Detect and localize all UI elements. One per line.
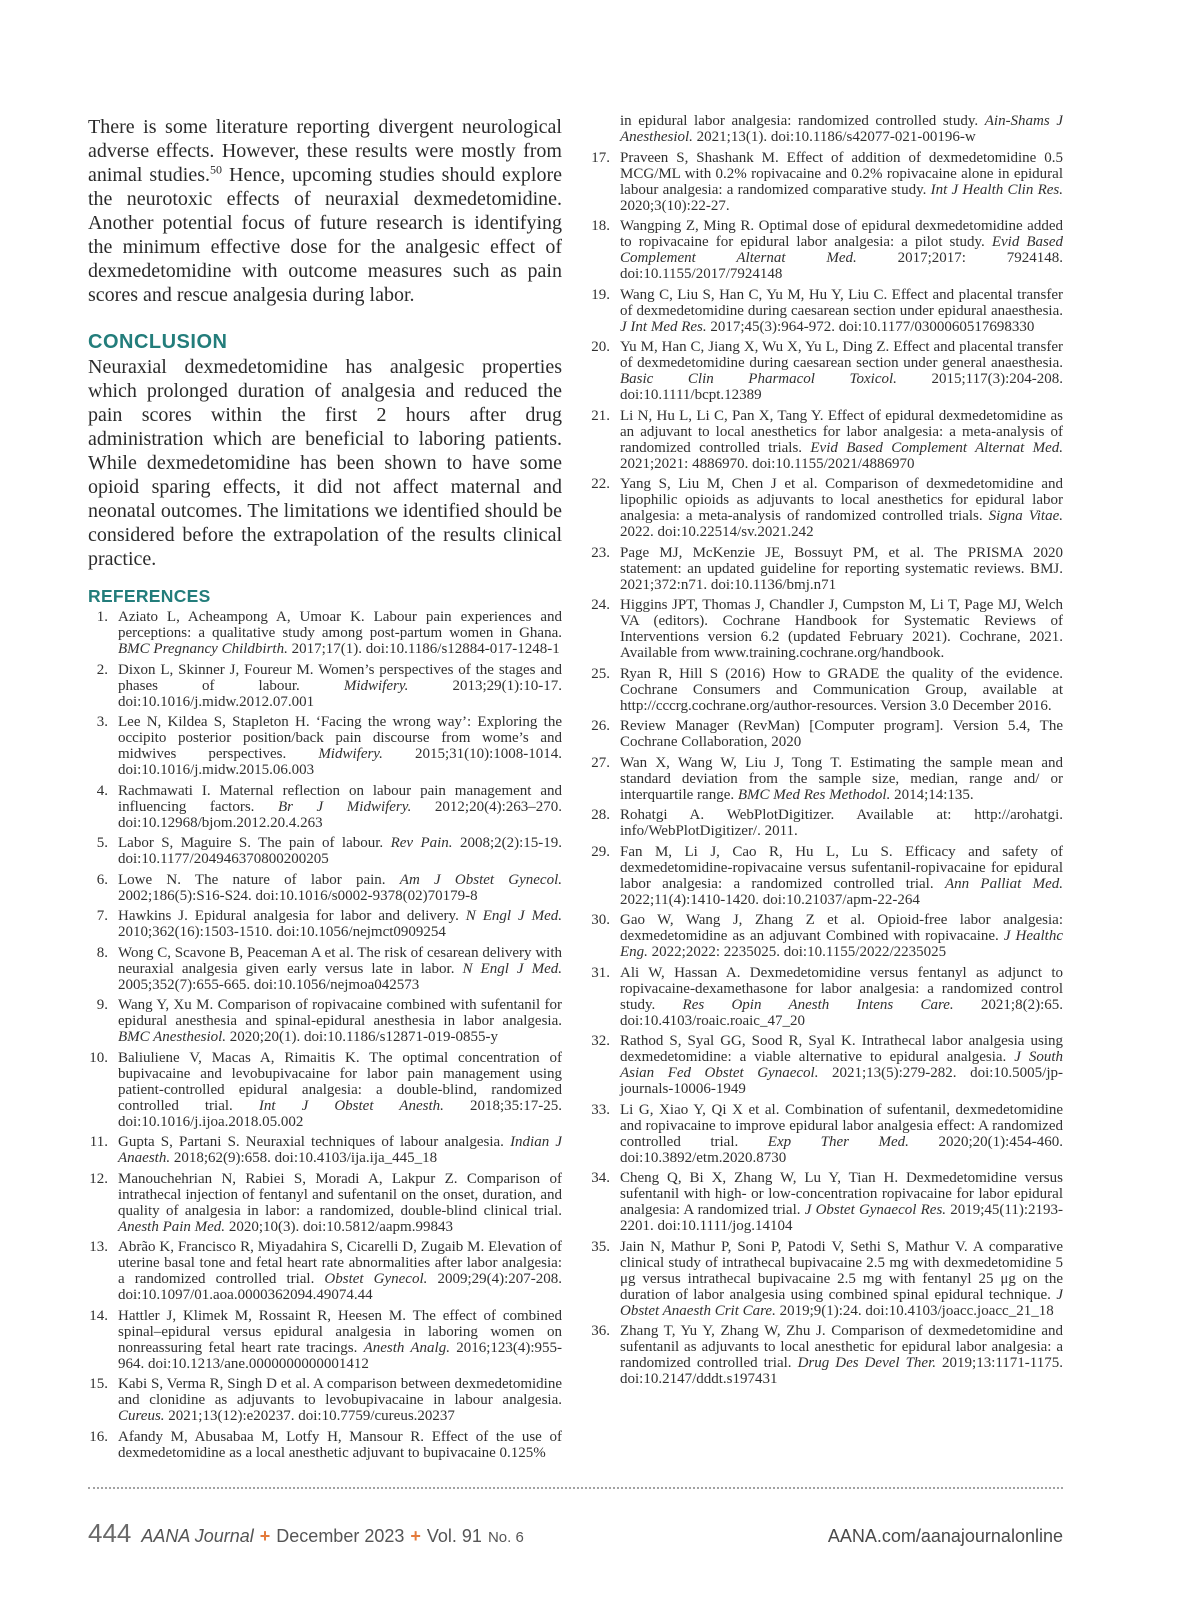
reference-item <box>590 844 1063 908</box>
reference-item <box>88 783 562 831</box>
reference-text <box>620 476 1063 540</box>
reference-text <box>620 113 1063 145</box>
reference-number: 12. <box>89 1170 108 1187</box>
reference-journal: Basic Clin Pharmacol Toxicol. <box>620 371 897 387</box>
reference-text <box>620 965 1063 1029</box>
reference-item <box>590 1033 1063 1097</box>
reference-item <box>590 1170 1063 1234</box>
reference-text <box>620 287 1063 335</box>
reference-body: Afandy M, Abusabaa M, Lotfy H, Mansour R. Effect of the use of dexmedetomidine as a local anesthetic adjuvant to bupivacaine 0.125% <box>118 1428 562 1461</box>
reference-body: Wang Y, Xu M. Comparison of ropivacaine combined with sufentanil for epidural anesthesia and spinal-epidural anesthesia in labor analgesia. <box>118 997 562 1029</box>
discussion-text: There is some literature reporting divergent neurological adverse effects. However, these results were mostly from animal studies. <box>88 116 562 186</box>
journal-name: AANA Journal <box>141 1526 254 1546</box>
reference-journal: Midwifery. <box>318 746 383 762</box>
reference-text <box>620 844 1063 908</box>
reference-item <box>590 1323 1063 1387</box>
reference-body: Rachmawati I. Maternal reflection on labour pain management and influencing factors. <box>118 782 562 815</box>
discussion-paragraph <box>88 115 562 307</box>
reference-body: Abrão K, Francisco R, Miyadahira S, Cicarelli D, Zugaib M. Elevation of uterine basal tone and fetal heart rate abnormalities after labor analgesia: a randomized controlled trial. <box>118 1239 562 1287</box>
reference-number: 13. <box>89 1239 108 1255</box>
reference-journal: J Obstet Anaesth Crit Care. <box>620 1286 1063 1319</box>
reference-body: Wang C, Liu S, Han C, Yu M, Hu Y, Liu C. Effect and placental transfer of dexmedetomidine during caesarean section under epidural anaesthesia. <box>620 286 1063 319</box>
reference-journal: N Engl J Med. <box>465 908 562 924</box>
reference-item <box>590 408 1063 472</box>
reference-text <box>118 714 562 778</box>
reference-text <box>620 545 1063 593</box>
reference-citation: 2014;14:135. <box>894 786 974 803</box>
reference-body: Li N, Hu L, Li C, Pan X, Tang Y. Effect of epidural dexmedetomidine as an adjuvant to local anesthetics for labor analgesia: a meta-analysis of randomized controlled trials. <box>620 407 1063 456</box>
reference-number: 26. <box>591 718 610 734</box>
reference-number: 32. <box>591 1033 610 1049</box>
reference-item <box>590 287 1063 335</box>
reference-body: Review Manager (RevMan) [Computer program]. Version 5.4, The Cochrane Collaboration, 2020 <box>620 718 1063 750</box>
footer-citation <box>88 1518 524 1549</box>
reference-citation: 2021;8(2):65. doi:10.4103/roaic.roaic_47_20 <box>620 996 1063 1029</box>
reference-journal: Signa Vitae. <box>988 508 1063 524</box>
reference-citation: 2019;45(11):2193-2201. doi:10.1111/jog.14104 <box>620 1202 1063 1234</box>
reference-item <box>590 718 1063 750</box>
reference-journal: Am J Obstet Gynecol. <box>399 871 562 888</box>
reference-item <box>88 1429 562 1461</box>
reference-body: in epidural labor analgesia: randomized controlled study. <box>620 113 979 129</box>
reference-journal: Evid Based Complement Alternat Med. <box>810 439 1063 456</box>
reference-journal: J South Asian Fed Obstet Gynaecol. <box>620 1049 1063 1081</box>
reference-text <box>620 1102 1063 1166</box>
reference-journal: Cureus. <box>118 1408 165 1424</box>
reference-number: 25. <box>591 665 610 682</box>
reference-number: 16. <box>89 1428 108 1445</box>
reference-item <box>590 218 1063 282</box>
reference-citation: 2022;2022: 2235025. doi:10.1155/2022/2235025 <box>651 944 947 960</box>
reference-item <box>590 912 1063 960</box>
reference-body: Hattler J, Klimek M, Rossaint R, Heesen M. The effect of combined spinal–epidural versus epidural analgesia in laboring women on nonreassuring fetal heart rate tracings. <box>118 1307 562 1356</box>
reference-citation: 2020;3(10):22-27. <box>620 197 730 214</box>
reference-number: 36. <box>591 1323 610 1339</box>
reference-body: Praveen S, Shashank M. Effect of addition of dexmedetomidine 0.5 MCG/ML with 0.2% ropivacaine and 0.2% ropivacaine alone in epidural labour analgesia: a randomized comparative study. <box>620 149 1063 198</box>
reference-item <box>88 1308 562 1372</box>
reference-journal: Anesth Pain Med. <box>118 1218 226 1235</box>
reference-number: 35. <box>591 1238 610 1255</box>
discussion-text-continued: Hence, upcoming studies should explore the neurotoxic effects of neuraxial dexmedetomidine. Another potential focus of future research is identifying the minimum effective dose for the analgesic effect of dexmedetomidine with outcome measures such as pain scores and rescue analgesia during labor. <box>88 164 562 306</box>
reference-text <box>620 807 1063 839</box>
reference-item <box>88 835 562 867</box>
reference-body: Rohatgi A. WebPlotDigitizer. Available at: http://arohatgi. info/WebPlotDigitizer/. 2011. <box>620 807 1063 839</box>
reference-citation: 2017;45(3):964-972. doi:10.1177/0300060517698330 <box>710 318 1035 335</box>
reference-text <box>118 609 562 657</box>
reference-item <box>88 1134 562 1166</box>
reference-item <box>88 945 562 993</box>
issue-date: December 2023 <box>276 1526 405 1546</box>
reference-text <box>118 1376 562 1424</box>
reference-journal: Ann Palliat Med. <box>944 875 1063 892</box>
reference-number: 10. <box>89 1049 108 1066</box>
reference-item <box>88 1171 562 1235</box>
reference-journal: J Healthc Eng. <box>620 928 1063 960</box>
reference-body: Yang S, Liu M, Chen J et al. Comparison of dexmedetomidine and lipophilic opioids as adjuvants to local anesthetics for epidural labor analgesia: a meta-analysis of randomized controlled trials. <box>620 476 1063 524</box>
reference-item <box>88 997 562 1045</box>
reference-citation: 2008;2(2):15-19. doi:10.1177/204946370800200205 <box>118 835 562 867</box>
reference-text <box>620 1239 1063 1319</box>
issue-number: No. 6 <box>487 1529 524 1546</box>
reference-number: 3. <box>96 714 108 730</box>
reference-text <box>620 718 1063 750</box>
reference-text <box>118 1050 562 1130</box>
reference-body: Cheng Q, Bi X, Zhang W, Lu Y, Tian H. Dexmedetomidine versus sufentanil with high- or low-concentration ropivacaine for labor epidural analgesia: A randomized trial. <box>620 1170 1063 1218</box>
reference-citation: 2022. doi:10.22514/sv.2021.242 <box>620 524 814 540</box>
reference-body: Higgins JPT, Thomas J, Chandler J, Cumpston M, Li T, Page MJ, Welch VA (editors). Cochrane Handbook for Systematic Reviews of Interventions version 6.2 (updated February 2021). Cochrane, 2021. Available from www.training.cochrane.org/handbook. <box>620 597 1063 661</box>
reference-item <box>590 666 1063 714</box>
reference-item <box>88 714 562 778</box>
separator-plus-icon: + <box>259 1526 271 1546</box>
reference-item <box>590 339 1063 403</box>
reference-item <box>590 150 1063 214</box>
reference-number: 24. <box>591 597 610 613</box>
reference-item <box>590 1102 1063 1166</box>
reference-body: Baliuliene V, Macas A, Rimaitis K. The optimal concentration of bupivacaine and levobupivacaine for labor pain management using patient-controlled epidural analgesia: a double-blind, randomized controlled trial. <box>118 1049 562 1114</box>
reference-body: Yu M, Han C, Jiang X, Wu X, Yu L, Ding Z. Effect and placental transfer of dexmedetomidine during caesarean section under general anaesthesia. <box>620 339 1063 371</box>
reference-body: Labor S, Maguire S. The pain of labour. <box>118 835 384 851</box>
reference-journal: Br J Midwifery. <box>278 798 412 815</box>
reference-journal: Res Opin Anesth Intens Care. <box>682 996 954 1013</box>
reference-body: Aziato L, Acheampong A, Umoar K. Labour pain experiences and perceptions: a qualitative study among post-partum women in Ghana. <box>118 609 562 641</box>
reference-body: Gao W, Wang J, Zhang Z et al. Opioid-free labor analgesia: dexmedetomidine as an adjuvant Combined with ropivacaine. <box>620 912 1063 944</box>
reference-citation: 2020;10(3). doi:10.5812/aapm.99843 <box>228 1218 453 1235</box>
reference-citation: 2009;29(4):207-208. doi:10.1097/01.aoa.0000362094.49074.44 <box>118 1271 562 1303</box>
reference-text <box>118 908 562 940</box>
reference-text <box>620 1170 1063 1234</box>
reference-number: 21. <box>591 407 610 424</box>
reference-body: Ryan R, Hill S (2016) How to GRADE the quality of the evidence. Cochrane Consumers and Communication Group, available at http://cccrg.cochrane.org/author-resources. Version 3.0 December 2016. <box>620 665 1063 714</box>
footer-dotted-rule <box>88 1487 1063 1489</box>
reference-journal: Anesth Analg. <box>363 1339 450 1356</box>
reference-number: 19. <box>591 286 610 303</box>
reference-number: 9. <box>96 997 108 1013</box>
reference-item <box>88 908 562 940</box>
reference-number: 30. <box>591 912 610 928</box>
reference-text <box>620 912 1063 960</box>
separator-plus-icon: + <box>410 1526 421 1546</box>
reference-text <box>118 783 562 831</box>
reference-item <box>590 476 1063 540</box>
reference-item <box>590 755 1063 803</box>
reference-citation: 2013;29(1):10-17. doi:10.1016/j.midw.2012.07.001 <box>118 677 562 710</box>
reference-number: 14. <box>89 1307 108 1324</box>
reference-item <box>590 807 1063 839</box>
reference-journal: J Obstet Gynaecol Res. <box>804 1202 947 1218</box>
reference-citation: 2016;123(4):955-964. doi:10.1213/ane.0000000000001412 <box>118 1339 562 1372</box>
reference-item <box>88 872 562 904</box>
reference-journal: BMC Pregnancy Childbirth. <box>118 641 288 657</box>
reference-item <box>590 597 1063 661</box>
reference-number <box>590 113 620 145</box>
reference-text <box>118 1239 562 1303</box>
reference-journal: Int J Health Clin Res. <box>930 181 1063 198</box>
reference-number: 17. <box>591 149 610 166</box>
reference-number: 5. <box>96 835 108 851</box>
reference-journal: Drug Des Devel Ther. <box>797 1355 937 1371</box>
reference-body: Ali W, Hassan A. Dexmedetomidine versus fentanyl as adjunct to ropivacaine-dexamethasone for labor analgesia: a randomized control study. <box>620 964 1063 1013</box>
reference-item <box>88 609 562 657</box>
reference-citation: 2015;117(3):204-208. doi:10.1111/bcpt.12389 <box>620 371 1063 403</box>
reference-body: Wong C, Scavone B, Peaceman A et al. The risk of cesarean delivery with neuraxial analgesia given early versus late in labor. <box>118 944 562 977</box>
reference-number: 1. <box>96 609 108 625</box>
reference-body: Dixon L, Skinner J, Foureur M. Women’s perspectives of the stages and phases of labour. <box>118 661 562 694</box>
reference-journal: Midwifery. <box>343 677 409 694</box>
reference-citation: 2018;62(9):658. doi:10.4103/ija.ija_445_18 <box>173 1150 438 1166</box>
citation-superscript: 50 <box>210 162 222 177</box>
reference-number: 7. <box>96 908 108 924</box>
reference-number: 15. <box>89 1376 108 1392</box>
reference-item <box>590 965 1063 1029</box>
reference-citation: 2012;20(4):263–270. doi:10.12968/bjom.2012.20.4.263 <box>118 798 562 831</box>
reference-number: 23. <box>591 544 610 561</box>
reference-citation: 2019;9(1):24. doi:10.4103/joacc.joacc_21_18 <box>779 1302 1054 1319</box>
reference-body: Lowe N. The nature of labor pain. <box>118 871 386 888</box>
reference-body: Hawkins J. Epidural analgesia for labor and delivery. <box>118 908 459 924</box>
reference-number: 22. <box>591 476 610 492</box>
reference-number: 6. <box>96 871 108 888</box>
reference-number: 29. <box>591 843 610 860</box>
reference-citation: 2021;2021: 4886970. doi:10.1155/2021/4886970 <box>620 455 915 472</box>
reference-number: 20. <box>591 339 610 355</box>
reference-list-left <box>88 609 562 1461</box>
reference-text <box>118 945 562 993</box>
reference-citation: 2005;352(7):655-665. doi:10.1056/nejmoa042573 <box>118 976 420 993</box>
reference-number: 4. <box>96 782 108 799</box>
reference-body: Page MJ, McKenzie JE, Bossuyt PM, et al. The PRISMA 2020 statement: an updated guideline for reporting systematic reviews. BMJ. 2021;372:n71. doi:10.1136/bmj.n71 <box>620 544 1063 593</box>
reference-journal: Ain-Shams J Anesthesiol. <box>620 113 1063 145</box>
reference-text <box>118 1171 562 1235</box>
reference-item <box>88 1376 562 1424</box>
reference-number: 8. <box>96 944 108 961</box>
reference-item <box>88 1050 562 1130</box>
reference-item <box>590 545 1063 593</box>
reference-text <box>118 997 562 1045</box>
reference-body: Wan X, Wang W, Liu J, Tong T. Estimating the sample mean and standard deviation from the sample size, median, range and/ or interquartile range. <box>620 754 1063 803</box>
reference-body: Gupta S, Partani S. Neuraxial techniques of labour analgesia. <box>118 1134 504 1150</box>
reference-text <box>118 1308 562 1372</box>
page-footer <box>88 1518 1063 1552</box>
references-heading: REFERENCES <box>88 586 211 606</box>
page-number: 444 <box>88 1518 132 1548</box>
reference-text <box>620 339 1063 403</box>
reference-journal: BMC Med Res Methodol. <box>737 786 891 803</box>
reference-body: Li G, Xiao Y, Qi X et al. Combination of sufentanil, dexmedetomidine and ropivacaine to improve epidural labor analgesia effect: A randomized controlled trial. <box>620 1101 1063 1150</box>
reference-item <box>88 662 562 710</box>
reference-citation: 2021;13(12):e20237. doi:10.7759/cureus.20237 <box>168 1408 455 1424</box>
reference-body: Lee N, Kildea S, Stapleton H. ‘Facing the wrong way’: Exploring the occipito posterior position/back pain discourse from wome’s and midwives perspectives. <box>118 714 562 762</box>
reference-number: 33. <box>591 1101 610 1118</box>
reference-text <box>620 666 1063 714</box>
reference-citation: 2017;2017: 7924148. doi:10.1155/2017/7924148 <box>620 250 1063 282</box>
reference-citation: 2020;20(1):454-460. doi:10.3892/etm.2020.8730 <box>620 1133 1063 1166</box>
conclusion-heading: CONCLUSION <box>88 331 228 353</box>
reference-text <box>118 835 562 867</box>
reference-number: 11. <box>89 1134 108 1150</box>
volume-number: Vol. 91 <box>426 1526 482 1546</box>
reference-number: 28. <box>591 807 610 823</box>
reference-text <box>118 1429 562 1461</box>
reference-text <box>620 597 1063 661</box>
reference-text <box>620 755 1063 803</box>
reference-item <box>88 1239 562 1303</box>
reference-journal: Obstet Gynecol. <box>324 1271 428 1287</box>
reference-item-continued <box>590 113 1063 145</box>
reference-text <box>620 408 1063 472</box>
reference-citation: 2002;186(5):S16-S24. doi:10.1016/s0002-9378(02)70179-8 <box>118 887 478 904</box>
conclusion-paragraph: Neuraxial dexmedetomidine has analgesic properties which prolonged duration of analgesia and reduced the pain scores within the first 2 hours after drug administration which are beneficial to laboring patients. While dexmedetomidine has been shown to have some opioid sparing effects, it did not affect maternal and neonatal outcomes. The limitations we identified should be considered before the extrapolation of the results clinical practice. <box>88 356 562 570</box>
reference-citation: 2021;13(1). doi:10.1186/s42077-021-00196-w <box>696 129 976 145</box>
reference-number: 2. <box>96 661 108 678</box>
journal-website: AANA.com/aanajournalonline <box>827 1526 1063 1546</box>
reference-item <box>590 1239 1063 1319</box>
reference-journal: BMC Anesthesiol. <box>118 1029 227 1045</box>
reference-journal: Exp Ther Med. <box>767 1133 909 1150</box>
reference-journal: Indian J Anaesth. <box>118 1134 562 1166</box>
reference-citation: 2017;17(1). doi:10.1186/s12884-017-1248-1 <box>291 641 560 657</box>
reference-journal: Evid Based Complement Alternat Med. <box>620 234 1063 266</box>
reference-text <box>620 1323 1063 1387</box>
reference-body: Zhang T, Yu Y, Zhang W, Zhu J. Comparison of dexmedetomidine and sufentanil as adjuvants to local anesthetic for epidural labor analgesia: a randomized controlled trial. <box>620 1323 1063 1371</box>
reference-text <box>620 150 1063 214</box>
reference-body: Wangping Z, Ming R. Optimal dose of epidural dexmedetomidine added to ropivacaine for epidural labor analgesia: a pilot study. <box>620 218 1063 250</box>
reference-citation: 2021;13(5):279-282. doi:10.5005/jp-journals-10006-1949 <box>620 1065 1063 1097</box>
left-column <box>88 115 562 1475</box>
reference-journal: N Engl J Med. <box>462 960 562 977</box>
reference-citation: 2022;11(4):1410-1420. doi:10.21037/apm-22-264 <box>620 891 920 908</box>
reference-body: Jain N, Mathur P, Soni P, Patodi V, Sethi S, Mathur V. A comparative clinical study of intrathecal bupivacaine 2.5 mg with dexmedetomidine 5 μg versus intrathecal bupivacaine 2.5 mg with fentanyl 25 μg on the duration of labor analgesia using combined spinal epidural technique. <box>620 1238 1063 1303</box>
reference-body: Rathod S, Syal GG, Sood R, Syal K. Intrathecal labor analgesia using dexmedetomidine: a viable alternative to epidural analgesia. <box>620 1033 1063 1065</box>
reference-citation: 2010;362(16):1503-1510. doi:10.1056/nejmct0909254 <box>118 924 446 940</box>
reference-citation: 2018;35:17-25. doi:10.1016/j.ijoa.2018.05.002 <box>118 1097 562 1130</box>
reference-text <box>118 872 562 904</box>
reference-text <box>620 1033 1063 1097</box>
reference-number: 27. <box>591 754 610 771</box>
reference-number: 18. <box>591 218 610 234</box>
right-column <box>590 113 1063 1475</box>
reference-body: Kabi S, Verma R, Singh D et al. A comparison between dexmedetomidine and clonidine as adjuvants to levobupivacaine in labour analgesia. <box>118 1376 562 1408</box>
reference-citation: 2020;20(1). doi:10.1186/s12871-019-0855-y <box>229 1029 498 1045</box>
reference-text <box>620 218 1063 282</box>
reference-list-right <box>590 113 1063 1387</box>
reference-body: Manouchehrian N, Rabiei S, Moradi A, Lakpur Z. Comparison of intrathecal injection of fentanyl and sufentanil on the onset, duration, and quality of analgesia in labor: a randomized, double-blind clinical trial. <box>118 1170 562 1219</box>
reference-citation: 2019;13:1171-1175. doi:10.2147/dddt.s197431 <box>620 1355 1063 1387</box>
reference-text <box>118 662 562 710</box>
reference-body: Fan M, Li J, Cao R, Hu L, Lu S. Efficacy and safety of dexmedetomidine-ropivacaine versus sufentanil-ropivacaine for epidural labor analgesia: a randomized controlled trial. <box>620 843 1063 892</box>
reference-number: 31. <box>591 964 610 981</box>
reference-journal: J Int Med Res. <box>620 318 707 335</box>
reference-journal: Rev Pain. <box>390 835 453 851</box>
reference-number: 34. <box>591 1170 610 1186</box>
reference-journal: Int J Obstet Anesth. <box>258 1097 444 1114</box>
reference-text <box>118 1134 562 1166</box>
reference-citation: 2015;31(10):1008-1014. doi:10.1016/j.midw.2015.06.003 <box>118 746 562 778</box>
